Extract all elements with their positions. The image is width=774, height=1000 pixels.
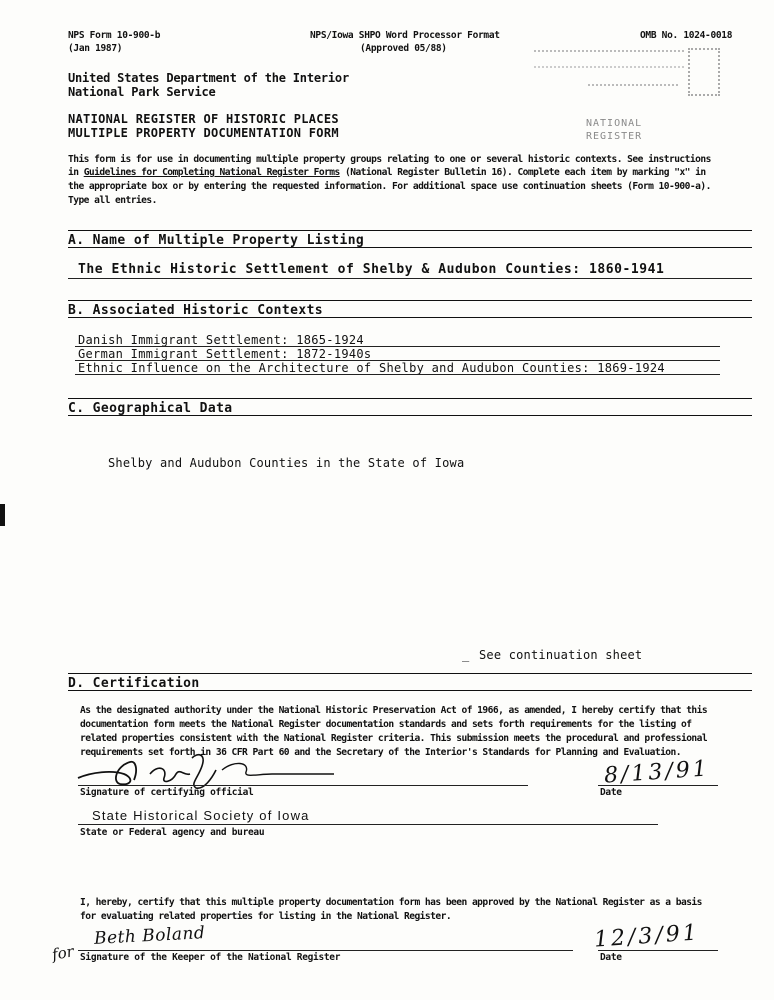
instructions-line3: the appropriate box or by entering the requested information. For additional space use continuation sheets (Form 10-900-a). xyxy=(68,181,711,192)
agency-value: State Historical Society of Iowa xyxy=(92,808,310,823)
received-stamp xyxy=(528,44,718,106)
keeper-text-line: for evaluating related properties for listing in the National Register. xyxy=(80,911,452,922)
keeper-date: 12/3/91 xyxy=(593,920,701,953)
certification-text-line: requirements set forth in 36 CFR Part 60 and the Secretary of the Interior's Standards for Planning and Evaluation. xyxy=(80,747,681,758)
instructions-line4: Type all entries. xyxy=(68,195,157,206)
keeper-text-line: I, hereby, certify that this multiple property documentation form has been approved by the National Register as a basis xyxy=(80,897,702,908)
certification-text-line: documentation form meets the National Register documentation standards and sets forth requirements for the listing of xyxy=(80,719,692,730)
department-name: United States Department of the Interior xyxy=(68,71,349,85)
context-item: Danish Immigrant Settlement: 1865-1924 xyxy=(78,333,364,347)
instructions-line2: in Guidelines for Completing National Register Forms (National Register Bulletin 16). Complete each item by marking "x" in xyxy=(68,167,706,178)
agency-label: State or Federal agency and bureau xyxy=(80,827,265,838)
service-name: National Park Service xyxy=(68,85,216,99)
continuation-label: See continuation sheet xyxy=(479,648,643,662)
guidelines-link: Guidelines for Completing National Register Forms xyxy=(83,167,340,178)
stamp-register: REGISTER xyxy=(586,131,643,142)
instructions-line1: This form is for use in documenting multiple property groups relating to one or several historic contexts. See instructions xyxy=(68,154,711,165)
form-number: NPS Form 10-900-b xyxy=(68,30,161,41)
geographical-data: Shelby and Audubon Counties in the State of Iowa xyxy=(108,456,465,470)
keeper-date-label: Date xyxy=(600,952,622,963)
stamp-national: NATIONAL xyxy=(586,118,643,129)
certification-text-line: related properties consistent with the National Register criteria. This submission meets the procedural and professional xyxy=(80,733,708,744)
keeper-for-prefix: for xyxy=(50,942,76,964)
section-c-heading: C. Geographical Data xyxy=(68,401,233,416)
form-date: (Jan 1987) xyxy=(68,43,123,54)
margin-mark xyxy=(0,504,5,526)
context-item: German Immigrant Settlement: 1872-1940s xyxy=(78,347,372,361)
form-title-line2: MULTIPLE PROPERTY DOCUMENTATION FORM xyxy=(68,126,339,140)
continuation-checkbox[interactable]: _ xyxy=(462,648,470,662)
date-label: Date xyxy=(600,787,622,798)
signature-label: Signature of certifying official xyxy=(80,787,254,798)
form-title-line1: NATIONAL REGISTER OF HISTORIC PLACES xyxy=(68,112,339,126)
keeper-signature-label: Signature of the Keeper of the National Register xyxy=(80,952,341,963)
section-a-heading: A. Name of Multiple Property Listing xyxy=(68,233,365,248)
omb-number: OMB No. 1024-0018 xyxy=(640,30,733,41)
certification-text-line: As the designated authority under the National Historic Preservation Act of 1966, as amended, I hereby certify that this xyxy=(80,705,708,716)
keeper-signature: Beth Boland xyxy=(93,923,206,949)
property-listing-name: The Ethnic Historic Settlement of Shelby & Audubon Counties: 1860-1941 xyxy=(78,262,665,277)
format-line1: NPS/Iowa SHPO Word Processor Format xyxy=(310,30,500,41)
context-item: Ethnic Influence on the Architecture of Shelby and Audubon Counties: 1869-1924 xyxy=(78,361,665,375)
section-d-heading: D. Certification xyxy=(68,676,200,691)
format-line2: (Approved 05/88) xyxy=(360,43,447,54)
signature-date: 8/13/91 xyxy=(603,756,711,789)
section-b-heading: B. Associated Historic Contexts xyxy=(68,303,324,318)
